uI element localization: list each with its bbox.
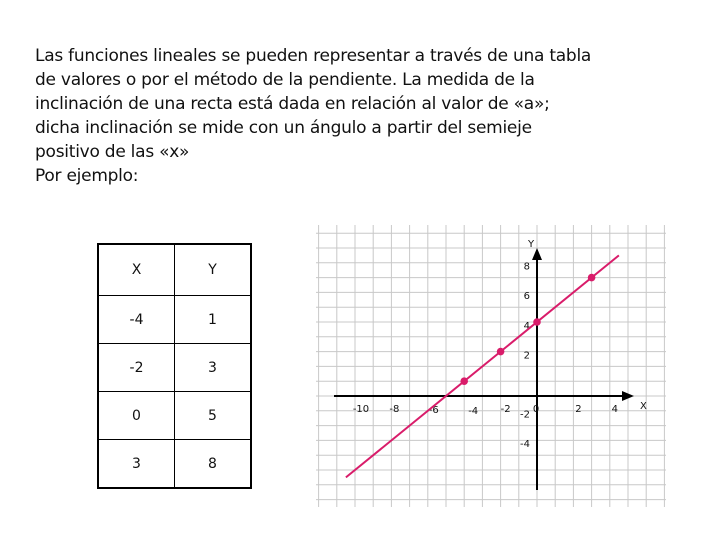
y-tick-label: -2 [520,409,530,421]
y-tick-label: -4 [520,439,530,451]
table-cell: -2 [98,344,175,392]
y-axis-title: Y [528,239,535,250]
paragraph-line: dicha inclinación se mide con un ángulo a partir del semieje [35,118,532,138]
table-cell: 8 [175,440,252,489]
y-tick-label: 4 [523,320,530,332]
table-header-y: Y [175,244,252,296]
table-cell: 0 [98,392,175,440]
tick-labels [353,239,647,450]
data-point [497,348,505,356]
table-cell: 3 [98,440,175,489]
x-axis-title: X [640,401,647,412]
y-tick-label: 8 [523,261,530,273]
table-cell: 3 [175,344,252,392]
x-tick-label: 0 [532,404,540,415]
x-tick-label: -8 [389,404,400,415]
table-cell: -4 [98,296,175,344]
axes [334,248,634,490]
paragraph-line: inclinación de una recta está dada en relación al valor de «a»; [35,94,550,114]
paragraph-line: de valores o por el método de la pendiente. La medida de la [35,70,535,90]
y-tick-label: 2 [523,350,530,362]
paragraph-line: Las funciones lineales se pueden representar a través de una tabla [35,46,592,66]
paragraph-line: Por ejemplo: [35,166,139,186]
x-tick-label: -10 [352,404,370,415]
x-tick-label: 4 [611,404,618,415]
x-tick-label: -6 [428,405,439,416]
table-cell: 1 [175,296,252,344]
x-tick-label: 2 [575,404,582,415]
x-tick-label: -2 [500,404,511,415]
y-tick-label: 6 [523,291,530,303]
paragraph-line: positivo de las «x» [35,142,190,162]
data-point [533,318,541,326]
table-cell: 5 [175,392,252,440]
x-tick-label: -4 [468,406,479,417]
data-point [588,274,596,282]
data-point [460,377,468,385]
grid [316,225,666,507]
table-header-x: X [98,244,175,296]
